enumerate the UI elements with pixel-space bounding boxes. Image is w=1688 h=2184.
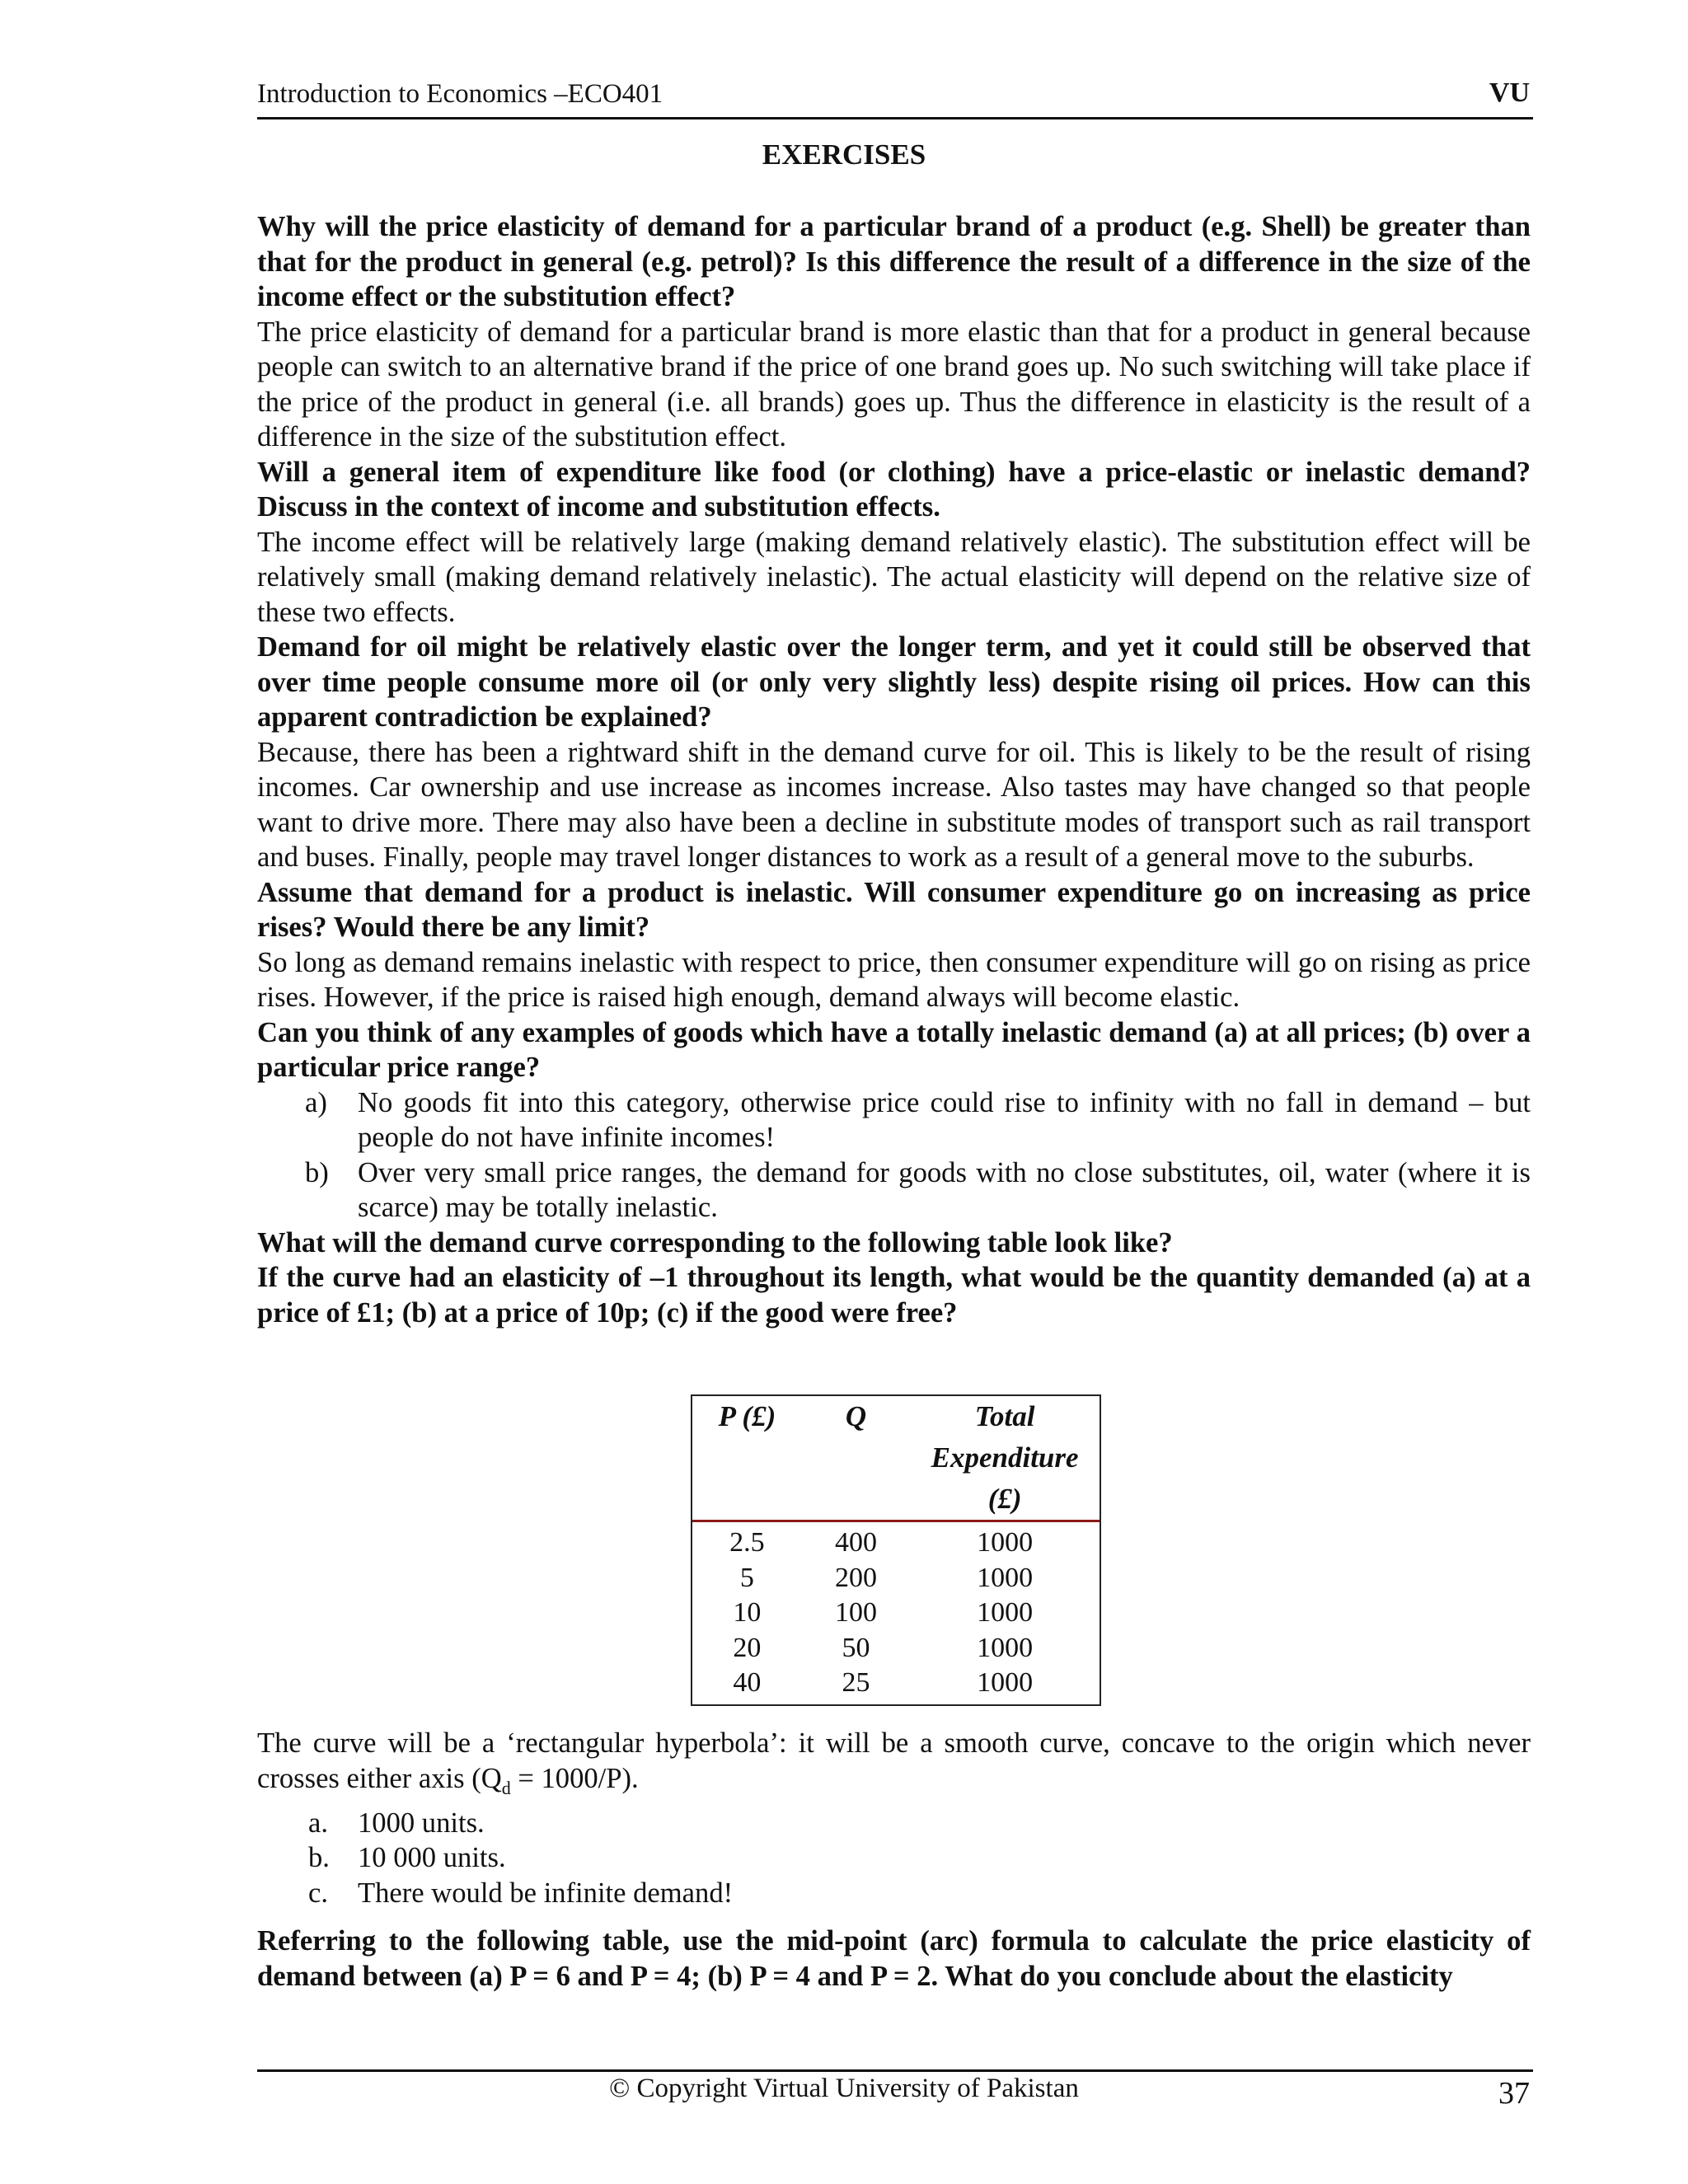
answer-1: The price elasticity of demand for a particular brand is more elastic than that for a product in general because people can switch to an alternative brand if the price of one brand goes up. No such switching will take place if the price of the product in general (i.e. all brands) goes up. Thus the difference in elasticity is the result of a difference in the size of the substitution effect. [257,316,1531,452]
question-3: Demand for oil might be relatively elastic over the longer term, and yet it could still be observed that over time people consume more oil (or only very slightly less) despite rising oil prices. How can this apparent contradiction be explained? [257,631,1531,733]
page-number: 37 [1498,2076,1530,2111]
answer-2: The income effect will be relatively large (making demand relatively elastic). The substitution effect will be relatively small (making demand relatively inelastic). The actual elasticity will depend on the relative size of these two effects. [257,526,1531,628]
table-cell: 100 [835,1597,878,1628]
list-marker: c. [308,1877,328,1909]
table-cell: 400 [835,1527,878,1558]
list-item [257,1840,1531,1876]
table-cell: 1000 [977,1667,1034,1698]
table-cell: 25 [842,1667,870,1698]
page-title: EXERCISES [762,138,926,171]
list-item [257,1085,1531,1155]
table-cell: 20 [733,1632,762,1663]
page-header [257,76,1533,120]
table-cell: 1000 [977,1562,1034,1593]
question-6a: What will the demand curve corresponding to the following table look like? [257,1226,1173,1258]
subscript: d [501,1777,511,1798]
table-cell: 1000 [977,1632,1034,1663]
list-item-text: 1000 units. [358,1807,485,1839]
list-item-text: Over very small price ranges, the demand for goods with no close substitutes, oil, water (where it is scarce) may be totally inelastic. [358,1156,1531,1223]
table-cell: 50 [842,1632,870,1663]
list-marker: b) [305,1156,329,1188]
course-title: Introduction to Economics –ECO401 [257,79,663,109]
list-item-text: 10 000 units. [358,1842,506,1874]
answer-3: Because, there has been a rightward shift in the demand curve for oil. This is likely to be the result of rising incomes. Car ownership and use increase as incomes increase. Also tastes may have changed so that people want to drive more. There may also have been a decline in substitute modes of transport such as rail transport and buses. Finally, people may travel longer distances to work as a result of a general move to the suburbs. [257,736,1531,873]
footer-copyright: © Copyright Virtual University of Pakistan [609,2074,1079,2103]
list-marker: b. [308,1842,330,1874]
answer-6-text-end: = 1000/P). [510,1762,639,1794]
table-header-total-expenditure: Total Expenditure (£) [931,1400,1079,1515]
table-row [692,1561,1100,1596]
table-cell: 1000 [977,1527,1034,1558]
answer-5-list [257,1085,1531,1226]
list-marker: a) [305,1086,327,1118]
question-4: Assume that demand for a product is inelastic. Will consumer expenditure go on increasing as price rises? Would there be any limit? [257,876,1531,943]
table-cell: 200 [835,1562,878,1593]
answer-6 [257,1726,1531,1806]
answer-4: So long as demand remains inelastic with respect to price, then consumer expenditure will go on rising as price rises. However, if the price is raised high enough, demand always will become elastic. [257,946,1531,1013]
question-7: Referring to the following table, use the mid-point (arc) formula to calculate the price elasticity of demand between (a) P = 6 and P = 4; (b) P = 4 and P = 2. What do you conclude about the elasticity [257,1925,1531,1992]
table-cell: 40 [733,1667,762,1698]
exercises-content [257,209,1531,1330]
exercises-content-continued [257,1726,1531,1994]
vu-logo-text: VU [1489,77,1530,108]
table-cell: 10 [733,1597,762,1628]
list-item-text: No goods fit into this category, otherwise price could rise to infinity with no fall in demand – but people do not have infinite incomes! [358,1086,1531,1153]
table-header-price: P (£) [718,1400,776,1432]
table-cell: 5 [739,1562,754,1593]
question-5: Can you think of any examples of goods which have a totally inelastic demand (a) at all prices; (b) over a particular price range? [257,1016,1531,1083]
list-marker: a. [308,1807,328,1839]
table-row [692,1521,1100,1561]
answer-6-list [257,1806,1531,1911]
footer-divider [257,2069,1533,2072]
list-item [257,1876,1531,1911]
table-row [692,1666,1100,1704]
table-row [692,1631,1100,1666]
list-item [257,1155,1531,1226]
table-cell: 2.5 [729,1527,765,1558]
question-1: Why will the price elasticity of demand for a particular brand of a product (e.g. Shell) be greater than that for the product in general (e.g. petrol)? Is this difference the result of a difference in the size of the income effect or the substitution effect? [257,211,1531,312]
list-item [257,1806,1531,1841]
question-2: Will a general item of expenditure like food (or clothing) have a price-elastic or inelastic demand? Discuss in the context of income and substitution effects. [257,456,1531,523]
table-header-quantity: Q [845,1400,867,1432]
table-row [692,1596,1100,1631]
answer-6-text: The curve will be a ‘rectangular hyperbola’: it will be a smooth curve, concave to the origin which never crosses either axis (Q [257,1727,1531,1794]
table-cell: 1000 [977,1597,1034,1628]
demand-table [691,1394,1101,1706]
question-6b: If the curve had an elasticity of –1 throughout its length, what would be the quantity demanded (a) at a price of £1; (b) at a price of 10p; (c) if the good were free? [257,1262,1531,1329]
list-item-text: There would be infinite demand! [358,1877,734,1909]
